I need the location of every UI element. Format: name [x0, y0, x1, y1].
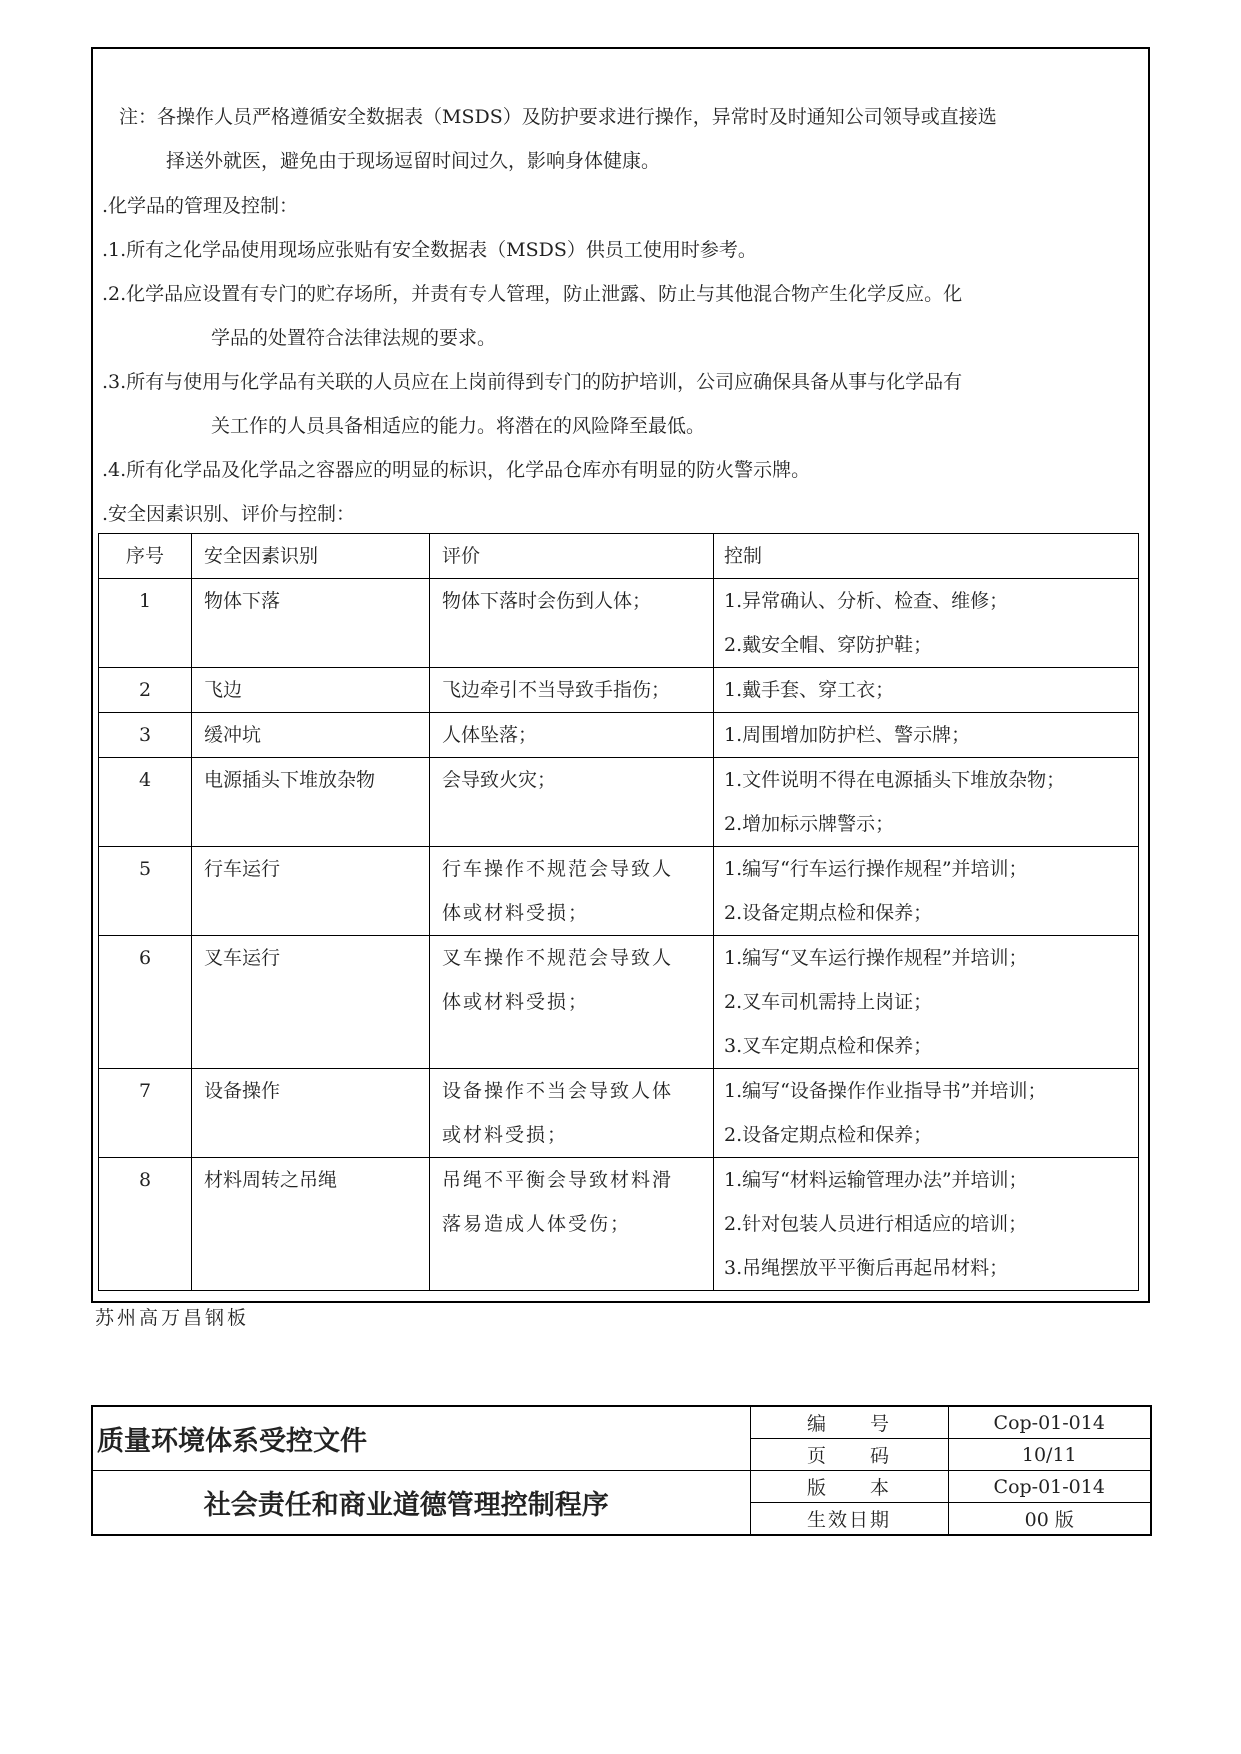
table-row: [99, 668, 1139, 713]
row-factor: 设备操作: [204, 1080, 281, 1102]
row-factor: 叉车运行: [204, 947, 281, 969]
row-factor: 缓冲坑: [204, 724, 262, 746]
row-eval: 设备操作不当会导致人体: [442, 1080, 674, 1102]
table-row: [99, 579, 1139, 668]
row-factor-cell: [192, 758, 430, 847]
row-factor: 材料周转之吊绳: [204, 1169, 338, 1191]
chem-item-2-cont: 学品的处置符合法律法规的要求。: [211, 327, 497, 349]
row-control-cell: [714, 847, 1139, 936]
row-eval-cont: 或材料受损；: [442, 1124, 569, 1146]
header-factor: [192, 534, 430, 579]
footer-label-number: 编 号: [750, 1406, 948, 1439]
header-eval-label: 评价: [442, 545, 481, 567]
row-control-2: 2.戴安全帽、穿防护鞋；: [724, 634, 933, 656]
risk-table: [98, 533, 1139, 1291]
row-no: 1: [99, 579, 192, 668]
row-control-1: 1.周围增加防护栏、警示牌；: [724, 724, 971, 746]
row-eval-cell: [430, 847, 714, 936]
header-control: [714, 534, 1139, 579]
row-control-1: 1.戴手套、穿工衣；: [724, 679, 895, 701]
footer-label-page: 页 码: [750, 1439, 948, 1471]
row-control-1: 1.编写“设备操作作业指导书”并培训；: [724, 1080, 1047, 1102]
chem-item-3-cont: 关工作的人员具备相适应的能力。将潜在的风险降至最低。: [211, 415, 706, 437]
table-row: [99, 1158, 1139, 1291]
row-no: 6: [99, 936, 192, 1069]
note-line-2: 择送外就医，避免由于现场逗留时间过久，影响身体健康。: [166, 150, 661, 172]
row-eval: 行车操作不规范会导致人: [442, 858, 674, 880]
row-control-1: 1.异常确认、分析、检查、维修；: [724, 590, 1009, 612]
row-eval-cell: [430, 668, 714, 713]
footer-value-page: 10/11: [948, 1439, 1151, 1471]
header-no: 序号: [99, 534, 192, 579]
row-no: 8: [99, 1158, 192, 1291]
row-factor-cell: [192, 668, 430, 713]
footer-system-title: 质量环境体系受控文件: [92, 1406, 750, 1471]
row-no: 3: [99, 713, 192, 758]
footer-label-effective-date: 生效日期: [750, 1503, 948, 1536]
row-eval-cell: [430, 1158, 714, 1291]
row-factor-cell: [192, 713, 430, 758]
row-eval: 会导致火灾；: [442, 769, 557, 791]
footer-label-version: 版 本: [750, 1471, 948, 1503]
row-factor-cell: [192, 936, 430, 1069]
row-control-2: 2.增加标示牌警示；: [724, 813, 895, 835]
row-eval: 人体坠落；: [442, 724, 538, 746]
row-no: 7: [99, 1069, 192, 1158]
row-eval-cell: [430, 579, 714, 668]
row-eval-cont: 落易造成人体受伤；: [442, 1213, 632, 1235]
row-control-2: 2.设备定期点检和保养；: [724, 902, 933, 924]
row-eval-cont: 体或材料受损；: [442, 902, 590, 924]
row-factor: 物体下落: [204, 590, 281, 612]
row-factor: 行车运行: [204, 858, 281, 880]
footer-value-version: Cop-01-014: [948, 1471, 1151, 1503]
row-eval: 飞边牵引不当导致手指伤；: [442, 679, 671, 701]
row-factor-cell: [192, 1069, 430, 1158]
table-row: [99, 847, 1139, 936]
table-row: [99, 758, 1139, 847]
row-control-cell: [714, 758, 1139, 847]
table-row: [99, 713, 1139, 758]
header-control-label: 控制: [724, 545, 763, 567]
row-eval: 物体下落时会伤到人体；: [442, 590, 652, 612]
row-control-cell: [714, 668, 1139, 713]
row-control-2: 2.叉车司机需持上岗证；: [724, 991, 933, 1013]
row-eval-cell: [430, 1069, 714, 1158]
header-eval: [430, 534, 714, 579]
row-factor: 飞边: [204, 679, 243, 701]
row-eval-cell: [430, 713, 714, 758]
row-factor-cell: [192, 1158, 430, 1291]
company-name: 苏州高万昌钢板: [95, 1307, 250, 1329]
row-control-2: 2.设备定期点检和保养；: [724, 1124, 933, 1146]
row-eval-cell: [430, 758, 714, 847]
header-factor-label: 安全因素识别: [204, 545, 319, 567]
section-safety-heading: .安全因素识别、评价与控制：: [102, 503, 356, 525]
row-eval-cell: [430, 936, 714, 1069]
footer-procedure-title: 社会责任和商业道德管理控制程序: [92, 1471, 750, 1536]
chem-item-3: .3.所有与使用与化学品有关联的人员应在上岗前得到专门的防护培训，公司应确保具备从事与化学品有: [102, 371, 963, 393]
footer-value-number: Cop-01-014: [948, 1406, 1151, 1439]
row-eval: 叉车操作不规范会导致人: [442, 947, 674, 969]
row-control-3: 3.叉车定期点检和保养；: [724, 1035, 933, 1057]
row-control-cell: [714, 579, 1139, 668]
row-control-3: 3.吊绳摆放平平衡后再起吊材料；: [724, 1257, 1009, 1279]
table-header-row: [99, 534, 1139, 579]
row-no: 4: [99, 758, 192, 847]
table-row: [99, 936, 1139, 1069]
row-control-2: 2.针对包装人员进行相适应的培训；: [724, 1213, 1028, 1235]
row-factor: 电源插头下堆放杂物: [204, 769, 376, 791]
document-frame: [91, 47, 1150, 1303]
row-control-1: 1.文件说明不得在电源插头下堆放杂物；: [724, 769, 1066, 791]
document-control-footer: [91, 1405, 1152, 1536]
chem-item-2: .2.化学品应设置有专门的贮存场所，并责有专人管理，防止泄露、防止与其他混合物产生化学反应。化: [102, 283, 963, 305]
row-no: 5: [99, 847, 192, 936]
row-eval-cont: 体或材料受损；: [442, 991, 590, 1013]
chem-item-4: .4.所有化学品及化学品之容器应的明显的标识，化学品仓库亦有明显的防火警示牌。: [102, 459, 811, 481]
table-row: [99, 1069, 1139, 1158]
row-factor-cell: [192, 579, 430, 668]
row-control-1: 1.编写“行车运行操作规程”并培训；: [724, 858, 1028, 880]
row-control-cell: [714, 713, 1139, 758]
chem-item-1: .1.所有之化学品使用现场应张贴有安全数据表（MSDS）供员工使用时参考。: [102, 239, 757, 261]
row-factor-cell: [192, 847, 430, 936]
section-chemical-heading: .化学品的管理及控制：: [102, 195, 299, 217]
row-control-cell: [714, 1069, 1139, 1158]
note-line-1: 注：各操作人员严格遵循安全数据表（MSDS）及防护要求进行操作，异常时及时通知公司领导或直接选: [119, 106, 997, 128]
footer-value-effective-date: 00 版: [948, 1503, 1151, 1536]
row-control-1: 1.编写“材料运输管理办法”并培训；: [724, 1169, 1028, 1191]
row-control-1: 1.编写“叉车运行操作规程”并培训；: [724, 947, 1028, 969]
row-eval: 吊绳不平衡会导致材料滑: [442, 1169, 674, 1191]
row-no: 2: [99, 668, 192, 713]
row-control-cell: [714, 1158, 1139, 1291]
row-control-cell: [714, 936, 1139, 1069]
